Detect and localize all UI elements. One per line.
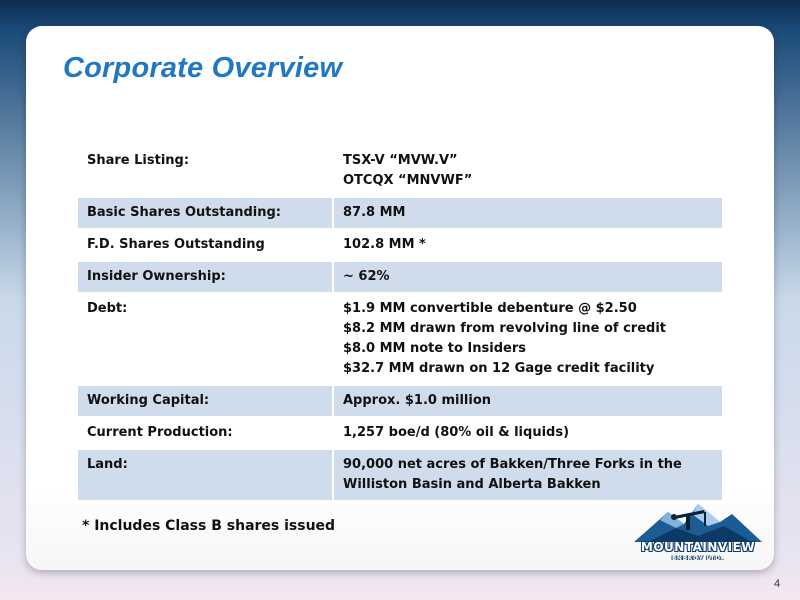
row-value-line: 1,257 boe/d (80% oil & liquids): [343, 425, 570, 440]
table-row: [78, 261, 722, 293]
row-value-line: 102.8 MM *: [343, 237, 426, 252]
slide-title: Corporate Overview: [63, 52, 343, 84]
row-value-line: Williston Basin and Alberta Bakken: [343, 477, 601, 492]
table-row: [78, 229, 722, 261]
footnote: * Includes Class B shares issued: [82, 518, 336, 534]
row-value: [333, 385, 722, 417]
table-row: [78, 385, 722, 417]
table-row: [78, 293, 722, 385]
logo-subtitle: ENERGY LTD.: [671, 555, 725, 562]
row-label: Basic Shares Outstanding:: [78, 197, 333, 229]
row-label: Land:: [78, 449, 333, 501]
row-value-line: TSX-V “MVW.V”: [343, 153, 458, 168]
logo-mark: [634, 504, 762, 542]
row-value: [333, 261, 722, 293]
row-value-line: $32.7 MM drawn on 12 Gage credit facility: [343, 361, 655, 376]
row-value: [333, 146, 722, 197]
table-row: [78, 449, 722, 501]
row-label: Debt:: [78, 293, 333, 385]
row-value: [333, 229, 722, 261]
table-row: [78, 417, 722, 449]
row-label: Working Capital:: [78, 385, 333, 417]
table-row: [78, 146, 722, 197]
row-value-line: 90,000 net acres of Bakken/Three Forks in the: [343, 457, 682, 472]
page-number: 4: [774, 578, 781, 590]
logo-wordmark: MOUNTAINVIEW: [640, 540, 756, 554]
row-value-line: $8.0 MM note to Insiders: [343, 341, 526, 356]
table-row: [78, 197, 722, 229]
row-value: [333, 449, 722, 501]
overview-table: [78, 146, 722, 502]
row-label: F.D. Shares Outstanding: [78, 229, 333, 261]
row-value-line: 87.8 MM: [343, 205, 406, 220]
row-value: [333, 197, 722, 229]
row-value: [333, 417, 722, 449]
row-value-line: Approx. $1.0 million: [343, 393, 492, 408]
row-value-line: $8.2 MM drawn from revolving line of credit: [343, 321, 666, 336]
row-label: Insider Ownership:: [78, 261, 333, 293]
row-label: Share Listing:: [78, 146, 333, 197]
row-value: [333, 293, 722, 385]
row-value-line: ~ 62%: [343, 269, 390, 284]
row-value-line: OTCQX “MNVWF”: [343, 173, 473, 188]
row-value-line: $1.9 MM convertible debenture @ $2.50: [343, 301, 637, 316]
row-label: Current Production:: [78, 417, 333, 449]
